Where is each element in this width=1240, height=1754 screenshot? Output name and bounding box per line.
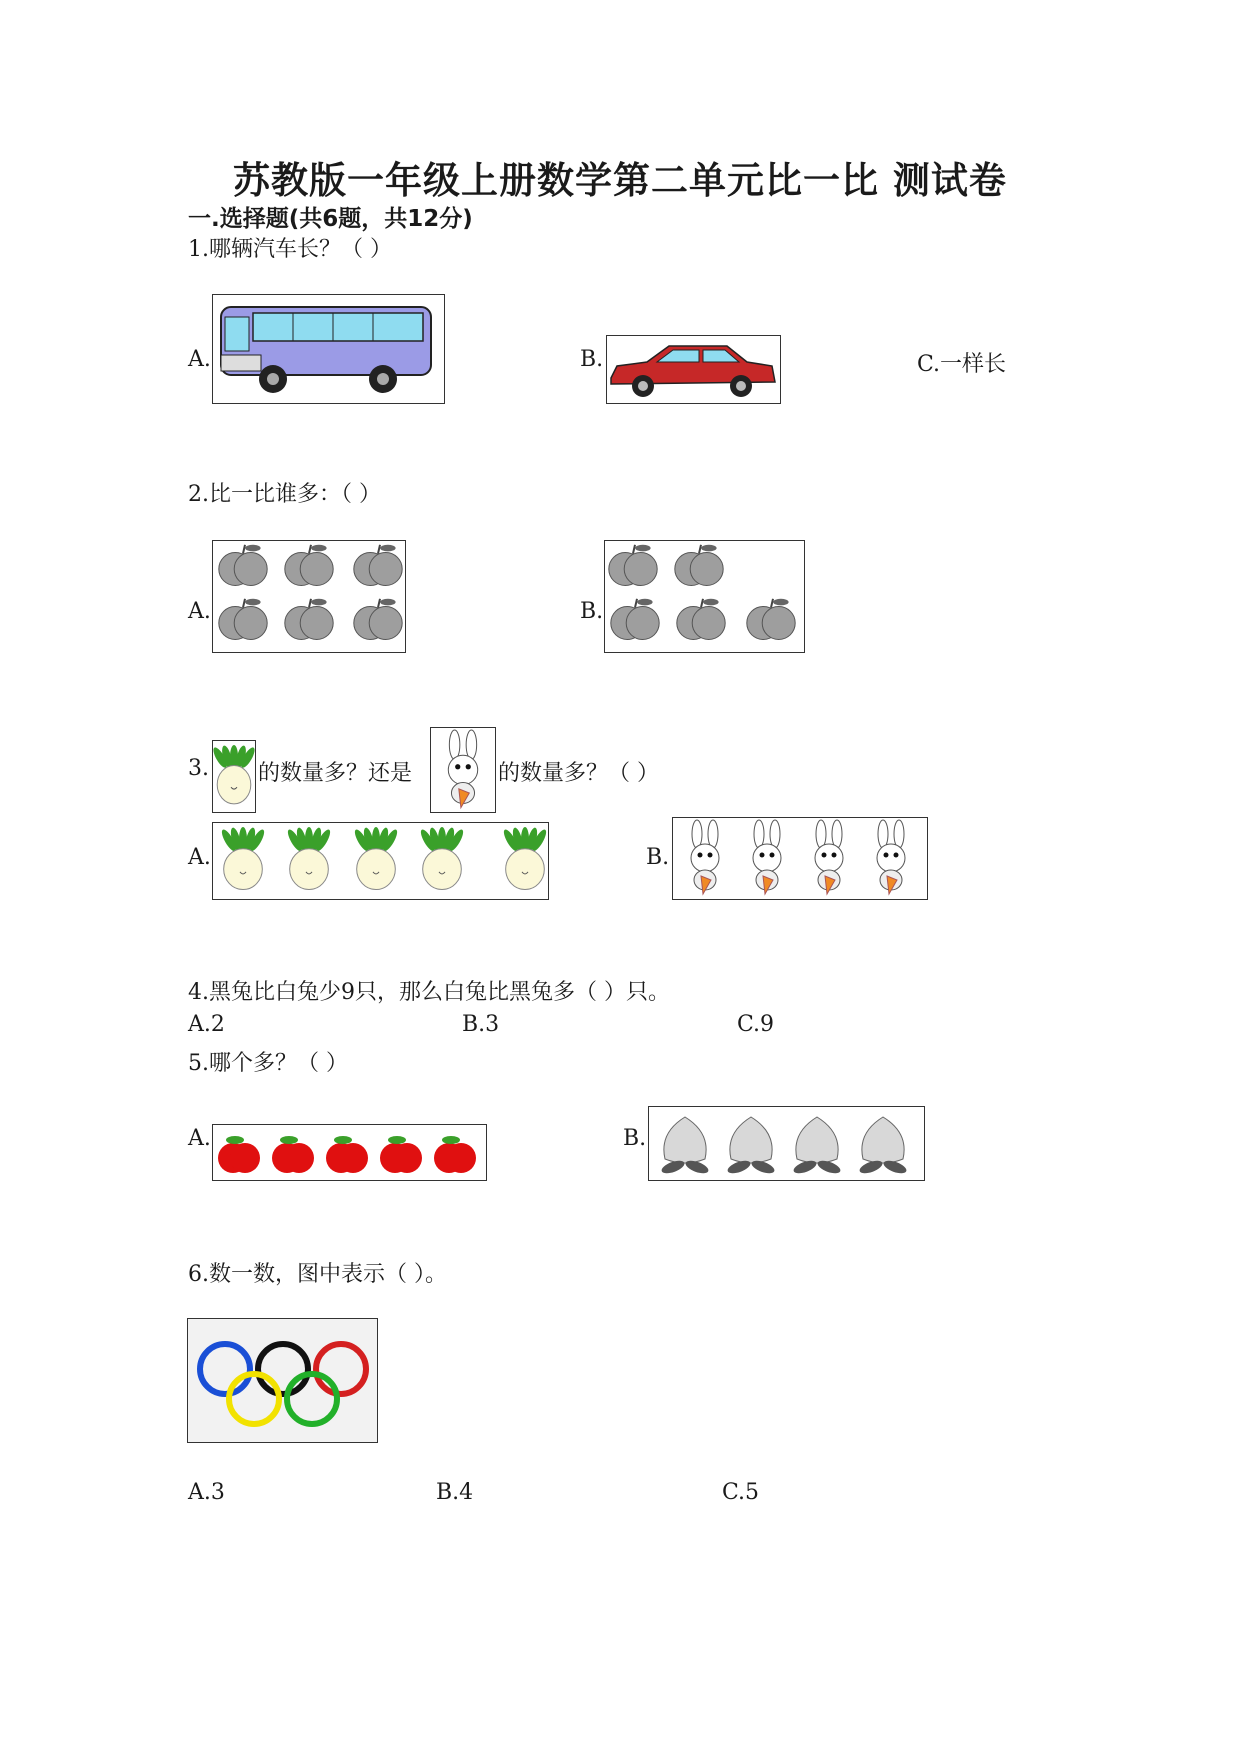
q3-rabbit-inline xyxy=(430,727,496,813)
red-apple-icon xyxy=(434,1136,476,1173)
q3-option-b-image xyxy=(672,817,928,900)
peach-group-icon xyxy=(649,1107,924,1180)
peach-icon xyxy=(792,1117,842,1176)
q5-option-b-image xyxy=(648,1106,925,1181)
peach-icon xyxy=(660,1117,710,1176)
q1-option-a-label: A. xyxy=(188,347,211,372)
rabbit-icon xyxy=(431,728,495,812)
q2-option-a-image xyxy=(212,540,406,653)
q5-option-a-image xyxy=(212,1124,487,1181)
apple-icon xyxy=(219,545,267,586)
radish-icon xyxy=(285,827,332,890)
page-title: 苏教版一年级上册数学第二单元比一比 测试卷 xyxy=(233,159,1007,202)
rabbit-icon xyxy=(753,820,781,894)
question-5-stem: 5.哪个多？（ ） xyxy=(188,1051,348,1076)
red-apple-icon xyxy=(380,1136,422,1173)
question-2-stem: 2.比一比谁多：（ ） xyxy=(188,482,381,507)
q6-option-a: A.3 xyxy=(188,1480,225,1505)
apple-icon xyxy=(285,599,333,640)
radish-icon xyxy=(501,827,548,890)
question-6-stem: 6.数一数，图中表示（ ）。 xyxy=(188,1262,447,1287)
q4-option-a: A.2 xyxy=(188,1012,225,1037)
apple-group-icon xyxy=(605,541,804,652)
q3-radish-inline xyxy=(212,740,256,813)
question-1-stem: 1.哪辆汽车长？（ ） xyxy=(188,237,392,262)
apple-group-icon xyxy=(213,541,405,652)
radish-icon xyxy=(219,827,266,890)
q6-image xyxy=(187,1318,378,1443)
section-heading: 一.选择题(共6题，共12分) xyxy=(188,206,473,232)
apple-icon xyxy=(354,599,402,640)
rabbit-icon xyxy=(448,730,477,808)
peach-icon xyxy=(726,1117,776,1176)
q1-option-b-image xyxy=(606,335,781,404)
q6-option-c: C.5 xyxy=(722,1480,760,1505)
apple-icon xyxy=(609,545,657,586)
question-3-mid: 的数量多？还是 xyxy=(258,761,413,786)
q6-option-b: B.4 xyxy=(436,1480,474,1505)
radish-group-icon xyxy=(213,823,548,899)
question-3-prefix: 3. xyxy=(188,756,209,781)
q1-option-b-label: B. xyxy=(580,347,604,372)
red-apple-icon xyxy=(218,1136,260,1173)
rabbit-icon xyxy=(815,820,843,894)
q2-option-b-image xyxy=(604,540,805,653)
apple-icon xyxy=(285,545,333,586)
apple-icon xyxy=(219,599,267,640)
q1-option-a-image xyxy=(212,294,445,404)
red-apple-icon xyxy=(326,1136,368,1173)
apple-icon xyxy=(611,599,659,640)
q1-option-c: C.一样长 xyxy=(917,352,1007,377)
q3-option-a-label: A. xyxy=(188,845,211,870)
rabbit-icon xyxy=(691,820,719,894)
car-icon xyxy=(607,336,780,403)
apple-icon xyxy=(675,545,723,586)
bus-icon xyxy=(213,295,444,403)
q5-option-b-label: B. xyxy=(623,1126,647,1151)
radish-icon xyxy=(213,745,255,804)
radish-icon xyxy=(418,827,465,890)
apple-icon xyxy=(677,599,725,640)
q2-option-b-label: B. xyxy=(580,599,604,624)
red-apple-group-icon xyxy=(213,1125,486,1180)
q4-option-c: C.9 xyxy=(737,1012,775,1037)
olympic-rings-icon xyxy=(188,1319,377,1442)
question-3-suffix: 的数量多？（ ） xyxy=(498,761,659,786)
rabbit-group-icon xyxy=(673,818,927,899)
q3-option-b-label: B. xyxy=(646,845,670,870)
q3-option-a-image xyxy=(212,822,549,900)
radish-icon xyxy=(352,827,399,890)
q5-option-a-label: A. xyxy=(188,1126,211,1151)
red-apple-icon xyxy=(272,1136,314,1173)
apple-icon xyxy=(747,599,795,640)
rabbit-icon xyxy=(877,820,905,894)
q2-option-a-label: A. xyxy=(188,599,211,624)
peach-icon xyxy=(858,1117,908,1176)
q4-option-b: B.3 xyxy=(462,1012,500,1037)
question-4-stem: 4.黑兔比白兔少9只，那么白兔比黑兔多（ ）只。 xyxy=(188,980,670,1005)
apple-icon xyxy=(354,545,402,586)
radish-icon xyxy=(213,741,255,812)
